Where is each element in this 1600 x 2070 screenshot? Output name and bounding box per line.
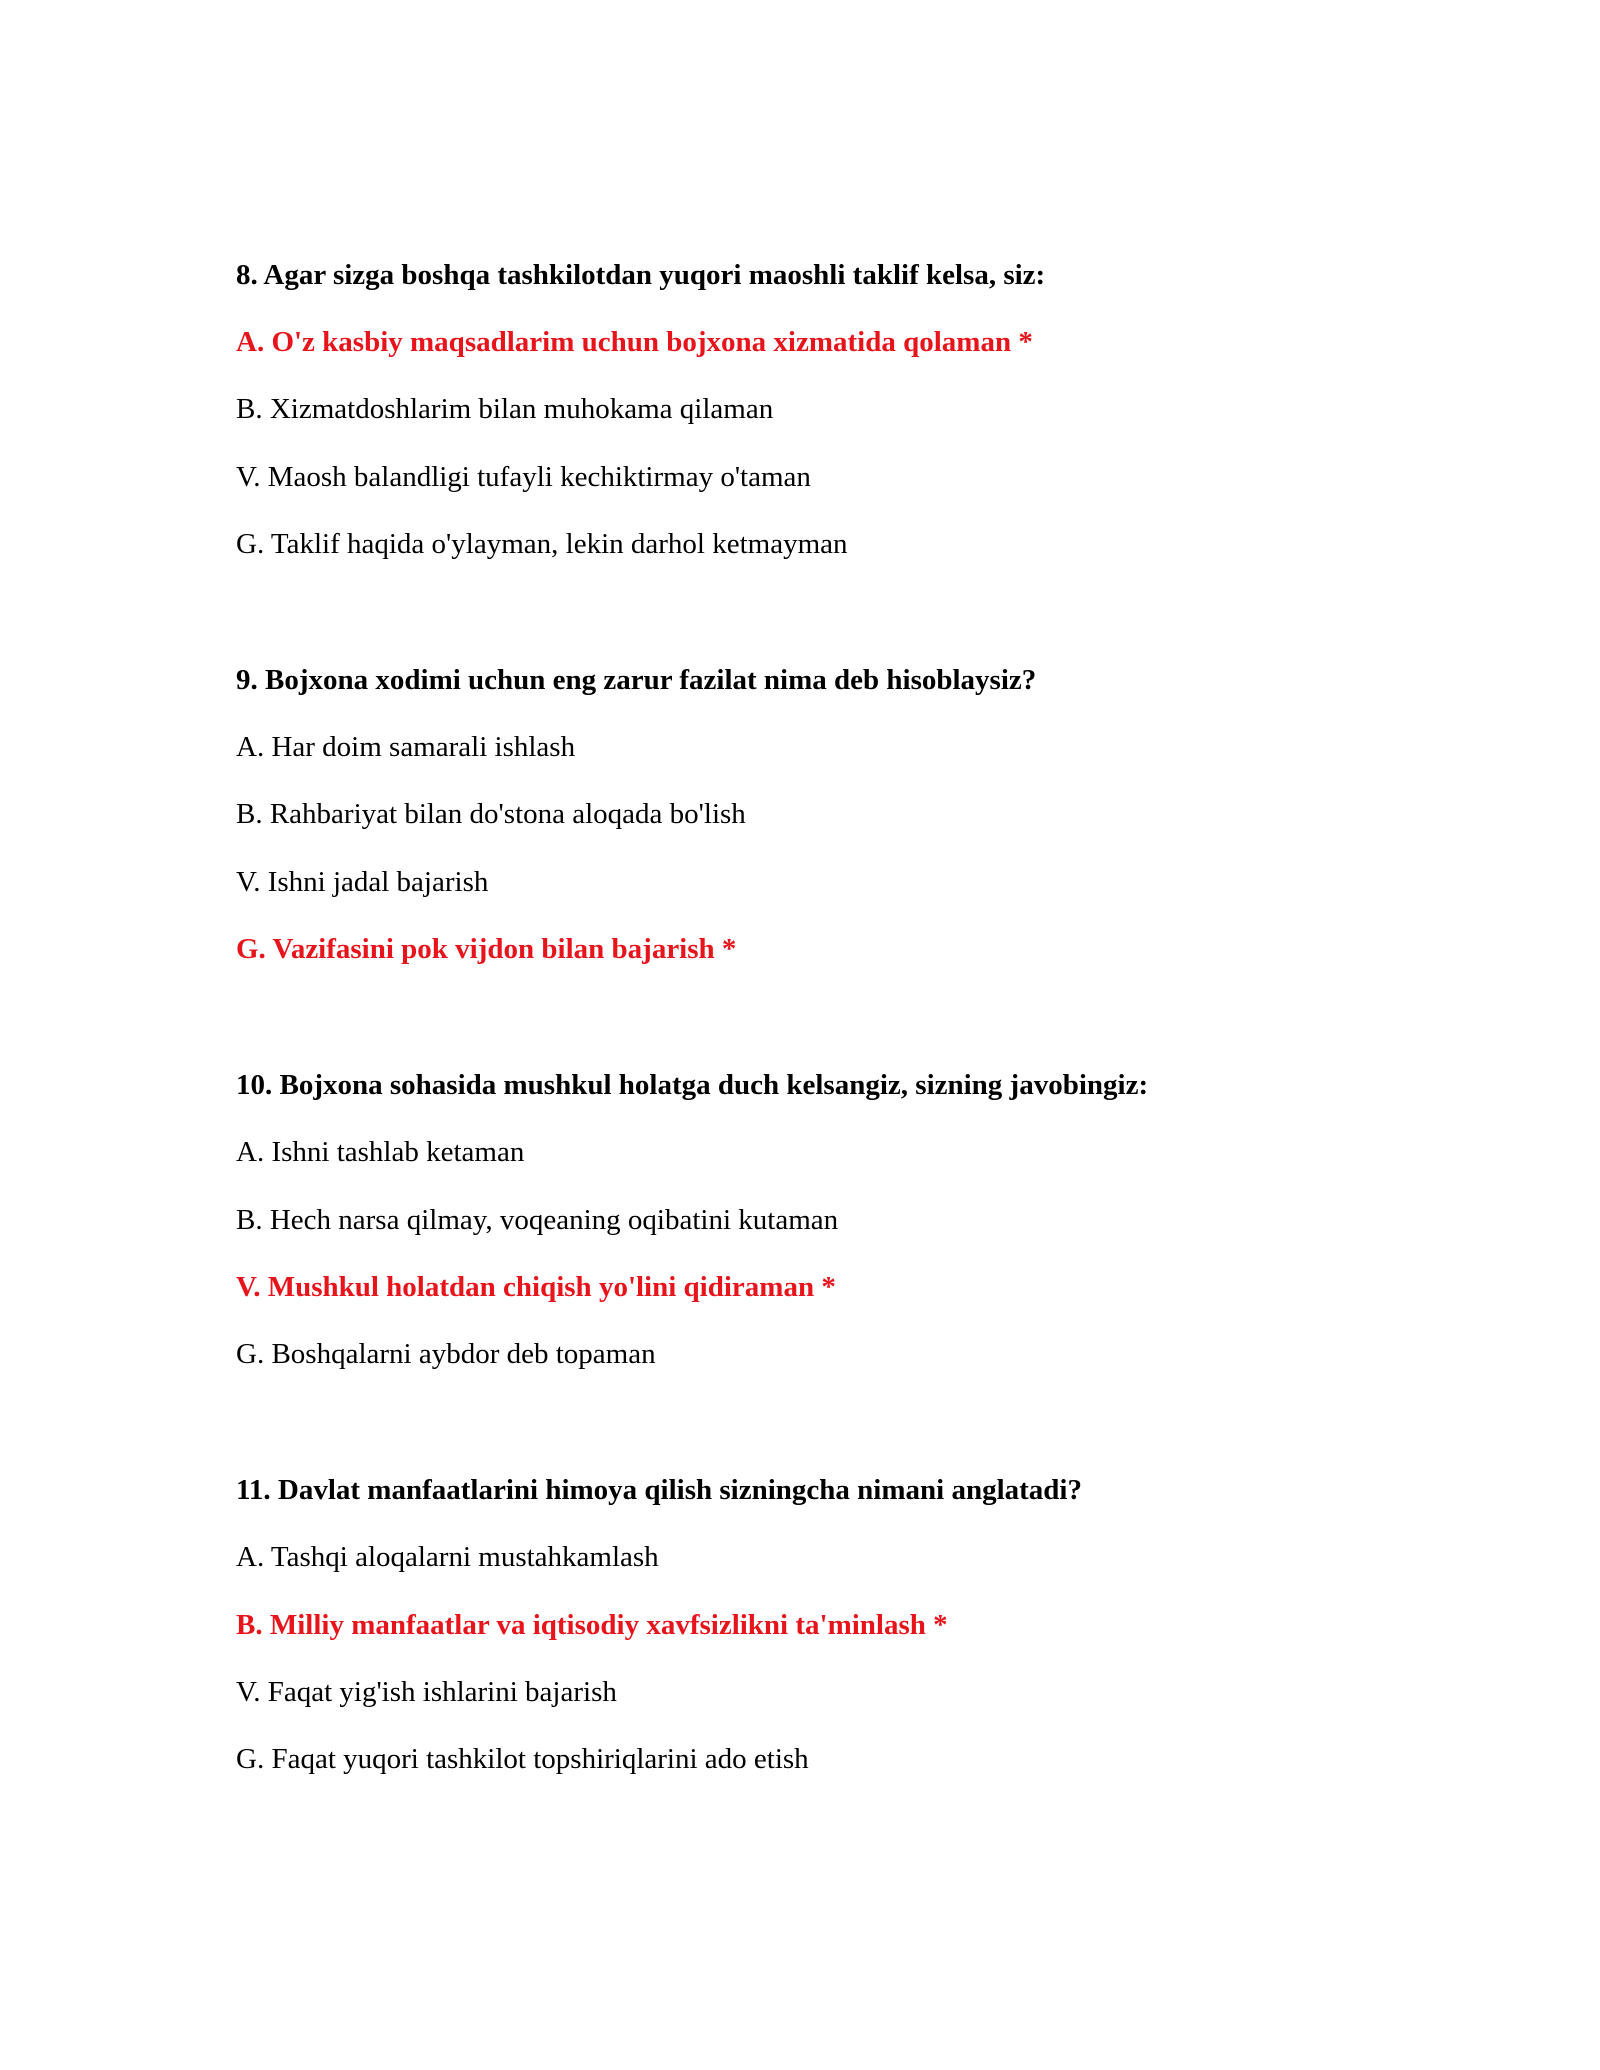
question-11-option-b: B. Milliy manfaatlar va iqtisodiy xavfsizlikni ta'minlash * [236,1609,948,1641]
question-11-option-g: G. Faqat yuqori tashkilot topshiriqlarini ado etish [236,1743,809,1775]
question-9-option-g: G. Vazifasini pok vijdon bilan bajarish * [236,933,737,965]
question-10-option-b: B. Hech narsa qilmay, voqeaning oqibatini kutaman [236,1204,839,1236]
question-10: 10. Bojxona sohasida mushkul holatga duch kelsangiz, sizning javobingiz: [236,1069,1149,1101]
question-8: 8. Agar sizga boshqa tashkilotdan yuqori maoshli taklif kelsa, siz: [236,259,1046,291]
question-11-option-v: V. Faqat yig'ish ishlarini bajarish [236,1676,617,1708]
question-10-option-a: A. Ishni tashlab ketaman [236,1136,525,1168]
question-8-option-v: V. Maosh balandligi tufayli kechiktirmay o'taman [236,461,811,493]
question-8-option-g: G. Taklif haqida o'ylayman, lekin darhol ketmayman [236,528,848,560]
question-10-option-v: V. Mushkul holatdan chiqish yo'lini qidiraman * [236,1271,836,1303]
question-9-option-a: A. Har doim samarali ishlash [236,731,576,763]
question-10-option-g: G. Boshqalarni aybdor deb topaman [236,1338,656,1370]
question-8-option-b: B. Xizmatdoshlarim bilan muhokama qilaman [236,393,774,425]
question-11-option-a: A. Tashqi aloqalarni mustahkamlash [236,1541,659,1573]
question-9-option-v: V. Ishni jadal bajarish [236,866,489,898]
question-11: 11. Davlat manfaatlarini himoya qilish sizningcha nimani anglatadi? [236,1474,1082,1506]
question-9-option-b: B. Rahbariyat bilan do'stona aloqada bo'lish [236,798,746,830]
question-9: 9. Bojxona xodimi uchun eng zarur fazilat nima deb hisoblaysiz? [236,664,1037,696]
question-8-option-a: A. O'z kasbiy maqsadlarim uchun bojxona xizmatida qolaman * [236,326,1033,358]
